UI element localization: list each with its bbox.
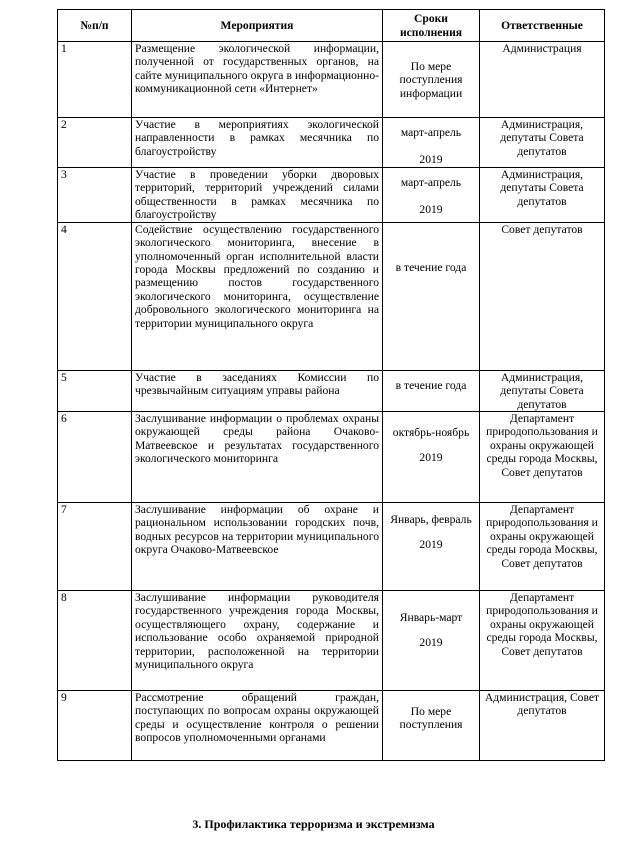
event-description: Участие в проведении уборки дворовых территорий, территорий учреждений силами общественности в рамках месячника по благоустройству bbox=[132, 167, 383, 222]
term-year: 2019 bbox=[419, 636, 443, 650]
term-period: в течение года bbox=[395, 378, 467, 392]
event-description: Участие в мероприятиях экологической направленности в рамках месячника по благоустройству bbox=[132, 118, 383, 168]
row-number: 9 bbox=[58, 691, 132, 761]
term-year: 2019 bbox=[419, 203, 443, 217]
table-row bbox=[58, 222, 605, 370]
row-number: 3 bbox=[58, 167, 132, 222]
table-row bbox=[58, 412, 605, 503]
term-cell bbox=[383, 167, 480, 222]
responsible-party: Администрация, депутаты Совета депутатов bbox=[480, 370, 605, 411]
responsible-party: Департамент природопользования и охраны окружающей среды города Москвы, Совет депутатов bbox=[480, 591, 605, 691]
event-description: Заслушивание информации руководителя государственного учреждения города Москвы, осуществляющего охрану, содержание и использование особо охраняемой природной территории, расположенной на территории муниципального округа bbox=[132, 591, 383, 691]
row-number: 2 bbox=[58, 118, 132, 168]
responsible-party: Совет депутатов bbox=[480, 222, 605, 370]
responsible-party: Администрация, депутаты Совета депутатов bbox=[480, 167, 605, 222]
term-period: Январь-март bbox=[399, 611, 463, 625]
table-row bbox=[58, 370, 605, 411]
term-cell bbox=[383, 503, 480, 591]
row-number: 5 bbox=[58, 370, 132, 411]
event-description: Заслушивание информации о проблемах охраны окружающей среды района Очаково-Матвеевское и результатах государственного экологического мониторинга bbox=[132, 412, 383, 503]
responsible-party: Департамент природопользования и охраны окружающей среды города Москвы, Совет депутатов bbox=[480, 412, 605, 503]
row-number: 1 bbox=[58, 42, 132, 118]
term-cell bbox=[383, 412, 480, 503]
term-year: 2019 bbox=[419, 153, 443, 167]
table-row bbox=[58, 691, 605, 761]
responsible-party: Администрация, Совет депутатов bbox=[480, 691, 605, 761]
responsible-party: Администрация, депутаты Совета депутатов bbox=[480, 118, 605, 168]
table-row bbox=[58, 591, 605, 691]
events-table bbox=[57, 9, 605, 761]
responsible-party: Администрация bbox=[480, 42, 605, 118]
header-num: №п/п bbox=[58, 10, 132, 42]
term-period: март-апрель bbox=[400, 126, 462, 139]
event-description: Участие в заседаниях Комиссии по чрезвычайным ситуациям управы района bbox=[132, 370, 383, 411]
term-cell bbox=[383, 222, 480, 370]
term-year: 2019 bbox=[419, 451, 443, 465]
header-event: Мероприятия bbox=[132, 10, 383, 42]
term-cell bbox=[383, 118, 480, 168]
section-heading: 3. Профилактика терроризма и экстремизма bbox=[192, 817, 435, 831]
term-period: октябрь-ноябрь bbox=[392, 426, 470, 440]
row-number: 4 bbox=[58, 222, 132, 370]
term-cell bbox=[383, 370, 480, 411]
term-period: в течение года bbox=[395, 260, 467, 274]
table-row bbox=[58, 118, 605, 168]
term-period: По мере поступления bbox=[399, 705, 463, 732]
term-year: 2019 bbox=[419, 538, 443, 552]
header-resp: Ответственные bbox=[480, 10, 605, 42]
event-description: Размещение экологической информации, полученной от государственных органов, на сайте муниципального округа в информационно-коммуникационной сети «Интернет» bbox=[132, 42, 383, 118]
row-number: 8 bbox=[58, 591, 132, 691]
term-cell bbox=[383, 691, 480, 761]
term-period: Январь, февраль bbox=[390, 513, 472, 527]
event-description: Рассмотрение обращений граждан, поступающих по вопросам охраны окружающей среды и осуществление контроля о решении вопросов уполномоченными органами bbox=[132, 691, 383, 761]
term-cell bbox=[383, 42, 480, 118]
event-description: Заслушивание информации об охране и рациональном использовании городских почв, водных ресурсов на территории муниципального округа Очаково-Матвеевское bbox=[132, 503, 383, 591]
term-cell bbox=[383, 591, 480, 691]
table-row bbox=[58, 42, 605, 118]
event-description: Содействие осуществлению государственного экологического мониторинга, внесение в уполномоченный орган исполнительной власти города Москвы предложений по созданию и размещению постов государственного экологического мониторинга, осуществление добровольного экологического мониторинга на территории муниципального округа bbox=[132, 222, 383, 370]
table-row bbox=[58, 503, 605, 591]
row-number: 7 bbox=[58, 503, 132, 591]
term-period: март-апрель bbox=[400, 175, 462, 189]
table-row bbox=[58, 167, 605, 222]
header-term: Сроки исполнения bbox=[383, 10, 480, 42]
responsible-party: Департамент природопользования и охраны окружающей среды города Москвы, Совет депутатов bbox=[480, 503, 605, 591]
row-number: 6 bbox=[58, 412, 132, 503]
term-period: По мере поступления информации bbox=[399, 60, 463, 100]
table-header-row bbox=[58, 10, 605, 42]
